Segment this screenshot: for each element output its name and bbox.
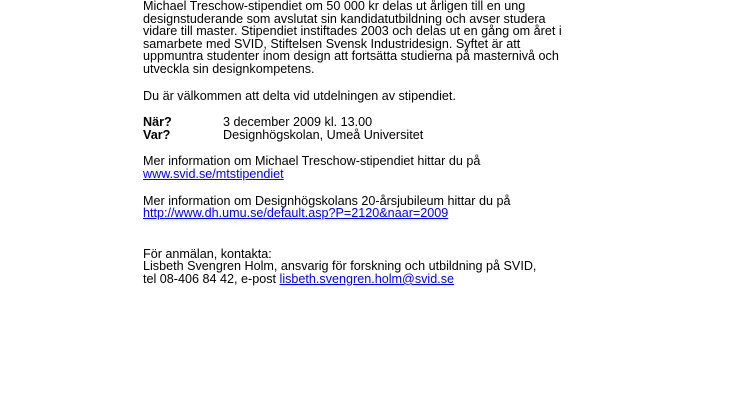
stipend-link-line [143,168,703,181]
jubilee-link[interactable]: http://www.dh.umu.se/default.asp?P=2120&naar=2009 [143,206,449,221]
contact-section [143,248,703,286]
spacer [143,102,703,116]
spacer [143,76,703,90]
contact-line [143,273,703,286]
event-details [143,116,703,141]
where-label: Var? [143,127,171,142]
spacer [143,234,703,248]
when-label: När? [143,115,172,130]
jubilee-info-text: Mer information om Designhögskolans 20-årsjubileum hittar du på [143,193,511,208]
intro-line: samarbete med SVID, Stiftelsen Svensk Industridesign. Syftet är att [143,36,521,51]
when-row [143,116,703,129]
stipend-info-text: Mer information om Michael Treschow-stipendiet hittar du på [143,154,481,169]
contact-person: Lisbeth Svengren Holm, ansvarig för forskning och utbildning på SVID, [143,259,537,274]
document-body [143,0,703,286]
contact-phone: tel 08-406 84 42, e-post [143,271,280,286]
welcome-text: Du är välkommen att delta vid utdelningen av stipendiet. [143,88,456,103]
where-value: Designhögskolan, Umeå Universitet [223,127,424,142]
spacer [143,220,703,234]
intro-line: uppmuntra studenter inom design att fortsätta studierna på masternivå och [143,49,559,64]
intro-line: vidare till master. Stipendiet instiftades 2003 och delas ut en gång om året i [143,24,562,39]
spacer [143,141,703,155]
spacer [143,181,703,195]
where-row [143,129,703,142]
intro-line: designstuderande som avslutat sin kandidatutbildning och avser studera [143,11,546,26]
contact-heading: För anmälan, kontakta: [143,246,272,261]
intro-paragraph [143,0,703,76]
contact-email-link[interactable]: lisbeth.svengren.holm@svid.se [279,271,455,286]
jubilee-info [143,195,703,220]
stipend-info [143,155,703,180]
stipend-link[interactable]: www.svid.se/mtstipendiet [143,166,284,181]
intro-line: utveckla sin designkompetens. [143,61,315,76]
intro-line: Michael Treschow-stipendiet om 50 000 kr delas ut årligen till en ung [143,0,526,13]
when-value: 3 december 2009 kl. 13.00 [223,115,373,130]
jubilee-link-line [143,207,703,220]
